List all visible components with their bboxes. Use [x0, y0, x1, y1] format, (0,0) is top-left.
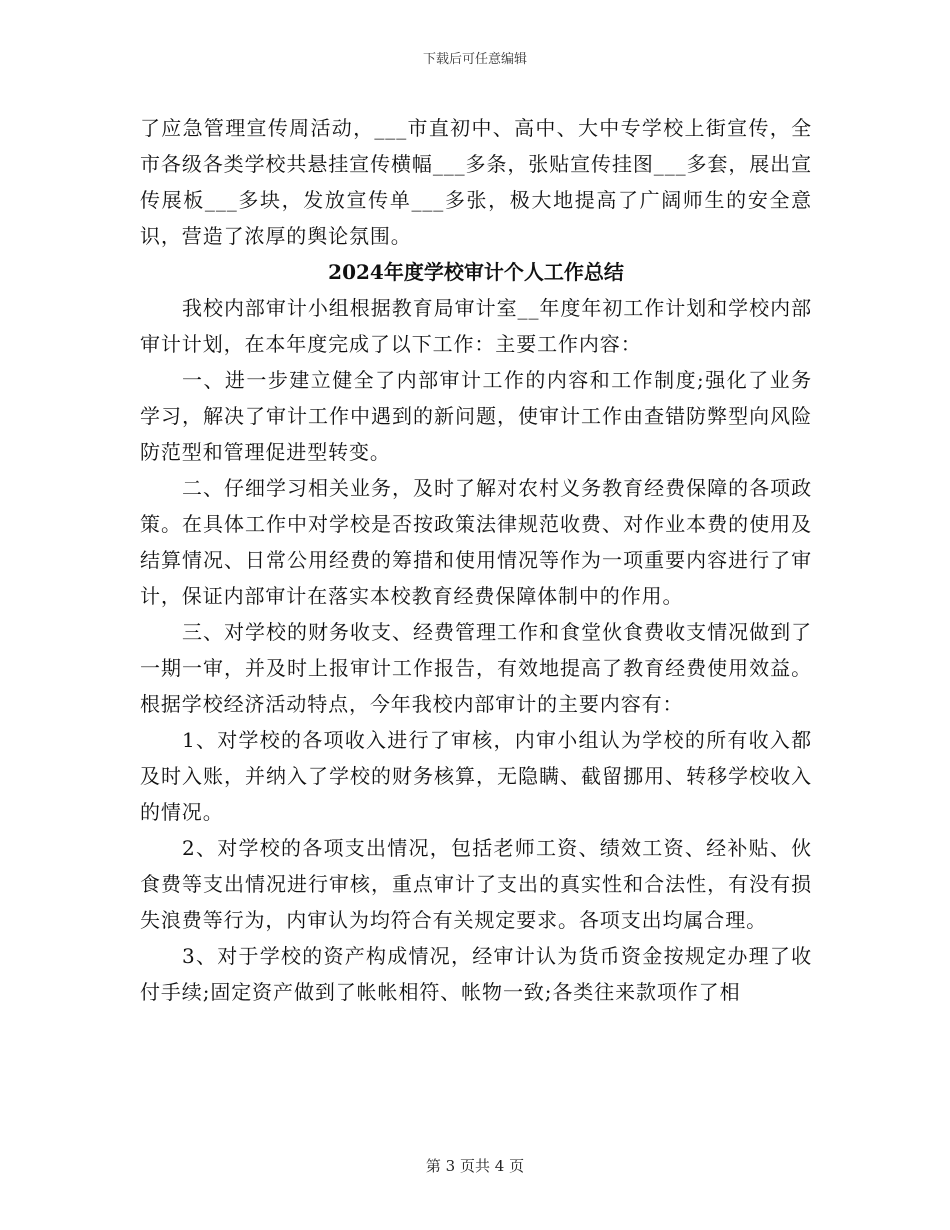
intro-paragraph: 了应急管理宣传周活动，___市直初中、高中、大中专学校上街宣传，全市各级各类学校共悬挂宣传横幅___多条，张贴宣传挂图___多套，展出宣传展板___多块，发放宣传单___多张，极大地提高了广阔师生的安全意识，营造了浓厚的舆论氛围。 — [140, 116, 812, 248]
page-header: 下载后可任意编辑 — [422, 52, 527, 67]
body-paragraph: 2、对学校的各项支出情况，包括老师工资、绩效工资、经补贴、伙食费等支出情况进行审核，重点审计了支出的真实性和合法性，有没有损失浪费等行为，内审认为均符合有关规定要求。各项支出均属合理。 — [140, 836, 812, 932]
body-paragraph: 一、进一步建立健全了内部审计工作的内容和工作制度;强化了业务学习，解决了审计工作中遇到的新问题，使审计工作由查错防弊型向风险防范型和管理促进型转变。 — [140, 368, 812, 464]
body-paragraph: 二、仔细学习相关业务，及时了解对农村义务教育经费保障的各项政策。在具体工作中对学校是否按政策法律规范收费、对作业本费的使用及结算情况、日常公用经费的筹措和使用情况等作为一项重要内容进行了审计，保证内部审计在落实本校教育经费保障体制中的作用。 — [140, 476, 812, 608]
body-paragraph: 3、对于学校的资产构成情况，经审计认为货币资金按规定办理了收付手续;固定资产做到了帐帐相符、帐物一致;各类往来款项作了相 — [140, 944, 812, 1004]
body-paragraph: 我校内部审计小组根据教育局审计室__年度年初工作计划和学校内部审计计划，在本年度完成了以下工作：主要工作内容： — [140, 296, 812, 356]
body-paragraph: 1、对学校的各项收入进行了审核，内审小组认为学校的所有收入都及时入账，并纳入了学校的财务核算，无隐瞒、截留挪用、转移学校收入的情况。 — [140, 728, 812, 824]
document-title: 2024年度学校审计个人工作总结 — [328, 260, 624, 284]
body-paragraph: 三、对学校的财务收支、经费管理工作和食堂伙食费收支情况做到了一期一审，并及时上报审计工作报告，有效地提高了教育经费使用效益。根据学校经济活动特点，今年我校内部审计的主要内容有： — [140, 620, 812, 716]
page-number-footer: 第 3 页共 4 页 — [425, 1157, 525, 1175]
document-body — [140, 110, 812, 1010]
